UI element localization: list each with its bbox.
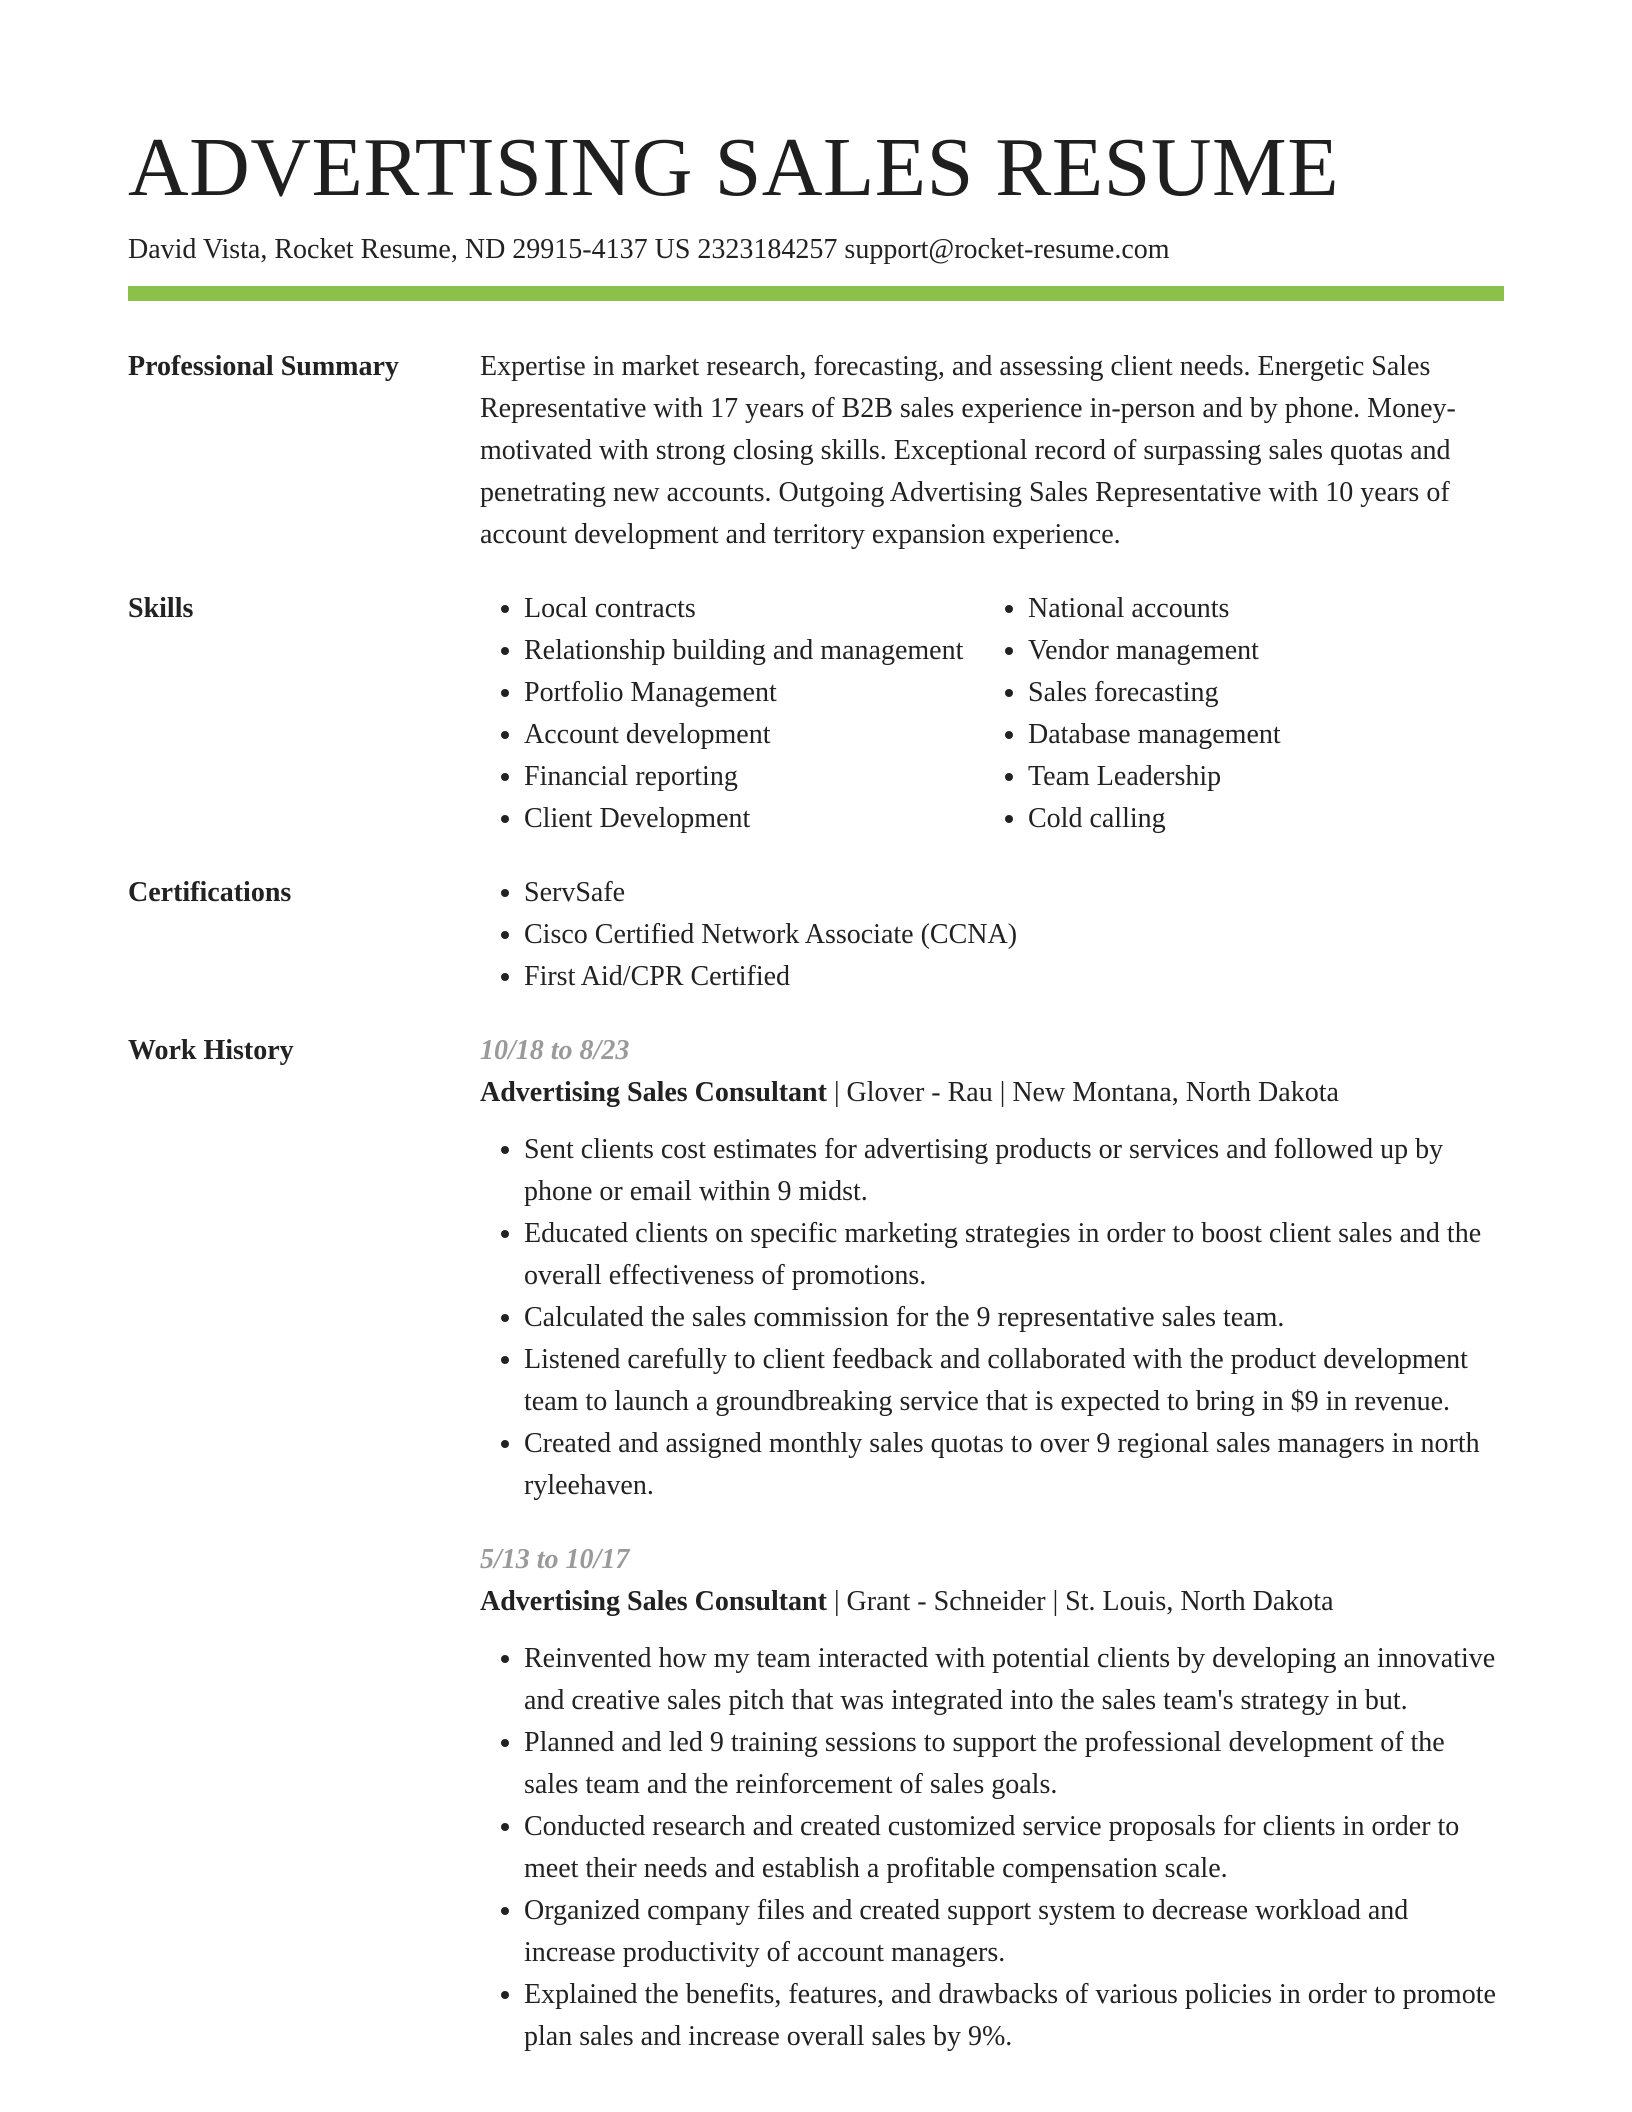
job-dates: 10/18 to 8/23 — [480, 1035, 630, 1066]
resume-title: ADVERTISING SALES RESUME — [128, 121, 1340, 214]
summary-heading: Professional Summary — [128, 351, 399, 382]
job-bullet: • Planned and led 9 training sessions to support the professional development of the sales team and the reinforcement of sales goals. — [524, 1722, 1504, 1806]
job-bullet: • Organized company files and created support system to decrease workload and increase productivity of account managers. — [524, 1890, 1504, 1974]
job-bullet: • Created and assigned monthly sales quotas to over 9 regional sales managers in north ryleehaven. — [524, 1423, 1504, 1507]
skill-item: • Portfolio Management — [524, 672, 984, 714]
job-bullet: • Explained the benefits, features, and drawbacks of various policies in order to promote plan sales and increase overall sales by 9%. — [524, 1974, 1504, 2058]
certification-item: • First Aid/CPR Certified — [524, 956, 1504, 998]
job-company-location: | Grant - Schneider | St. Louis, North Dakota — [826, 1586, 1334, 1617]
skills-list-left — [480, 588, 984, 840]
work-history-heading: Work History — [128, 1035, 294, 1066]
skill-item: • Client Development — [524, 798, 984, 840]
job-entry — [480, 1539, 1504, 2058]
job-company-location: | Glover - Rau | New Montana, North Dakota — [826, 1077, 1339, 1108]
skill-item: • Team Leadership — [1028, 756, 1281, 798]
contact-name: David Vista, — [128, 234, 268, 265]
certification-item: • Cisco Certified Network Associate (CCNA) — [524, 914, 1504, 956]
skills-list-right — [984, 588, 1281, 840]
job-bullets — [480, 1129, 1504, 1507]
skill-item: • National accounts — [1028, 588, 1281, 630]
certification-item: • ServSafe — [524, 872, 1504, 914]
certifications-content — [480, 872, 1504, 998]
job-bullet: • Calculated the sales commission for the 9 representative sales team. — [524, 1297, 1504, 1339]
header-divider — [128, 286, 1504, 301]
job-title: Advertising Sales Consultant — [480, 1077, 827, 1108]
summary-text: Expertise in market research, forecasting, and assessing client needs. Energetic Sales Representative with 17 years of B2B sales experience in-person and by phone. Money-motivated with strong closing skills. Exceptional record of surpassing sales quotas and penetrating new accounts. Outgoing Advertising Sales Representative with 10 years of account development and territory expansion experience. — [480, 351, 1456, 550]
work-history-content — [480, 1030, 1504, 2058]
skill-item: • Database management — [1028, 714, 1281, 756]
contact-line — [128, 230, 1170, 270]
skills-heading: Skills — [128, 593, 194, 624]
certifications-list — [480, 872, 1504, 998]
summary-content — [480, 346, 1504, 556]
certifications-heading: Certifications — [128, 877, 292, 908]
contact-email[interactable]: support@rocket-resume.com — [844, 234, 1170, 265]
job-bullet: • Reinvented how my team interacted with potential clients by developing an innovative and creative sales pitch that was integrated into the sales team's strategy in but. — [524, 1638, 1504, 1722]
skill-item: • Financial reporting — [524, 756, 984, 798]
contact-phone: 2323184257 — [697, 234, 838, 265]
job-bullets — [480, 1638, 1504, 2058]
skill-item: • Local contracts — [524, 588, 984, 630]
job-bullet: • Educated clients on specific marketing strategies in order to boost client sales and the overall effectiveness of promotions. — [524, 1213, 1504, 1297]
job-bullet: • Sent clients cost estimates for advertising products or services and followed up by phone or email within 9 midst. — [524, 1129, 1504, 1213]
job-bullet: • Conducted research and created customized service proposals for clients in order to meet their needs and establish a profitable compensation scale. — [524, 1806, 1504, 1890]
skill-item: • Sales forecasting — [1028, 672, 1281, 714]
job-heading — [480, 1072, 1504, 1114]
job-bullet: • Listened carefully to client feedback and collaborated with the product development team to launch a groundbreaking service that is expected to bring in $9 in revenue. — [524, 1339, 1504, 1423]
skill-item: • Vendor management — [1028, 630, 1281, 672]
job-heading — [480, 1581, 1504, 1623]
job-dates: 5/13 to 10/17 — [480, 1544, 630, 1575]
job-entry — [480, 1030, 1504, 1507]
skill-item: • Relationship building and management — [524, 630, 984, 672]
skill-item: • Account development — [524, 714, 984, 756]
job-title: Advertising Sales Consultant — [480, 1586, 827, 1617]
skill-item: • Cold calling — [1028, 798, 1281, 840]
skills-content — [480, 588, 1504, 840]
contact-address: Rocket Resume, ND 29915-4137 US — [274, 234, 691, 265]
